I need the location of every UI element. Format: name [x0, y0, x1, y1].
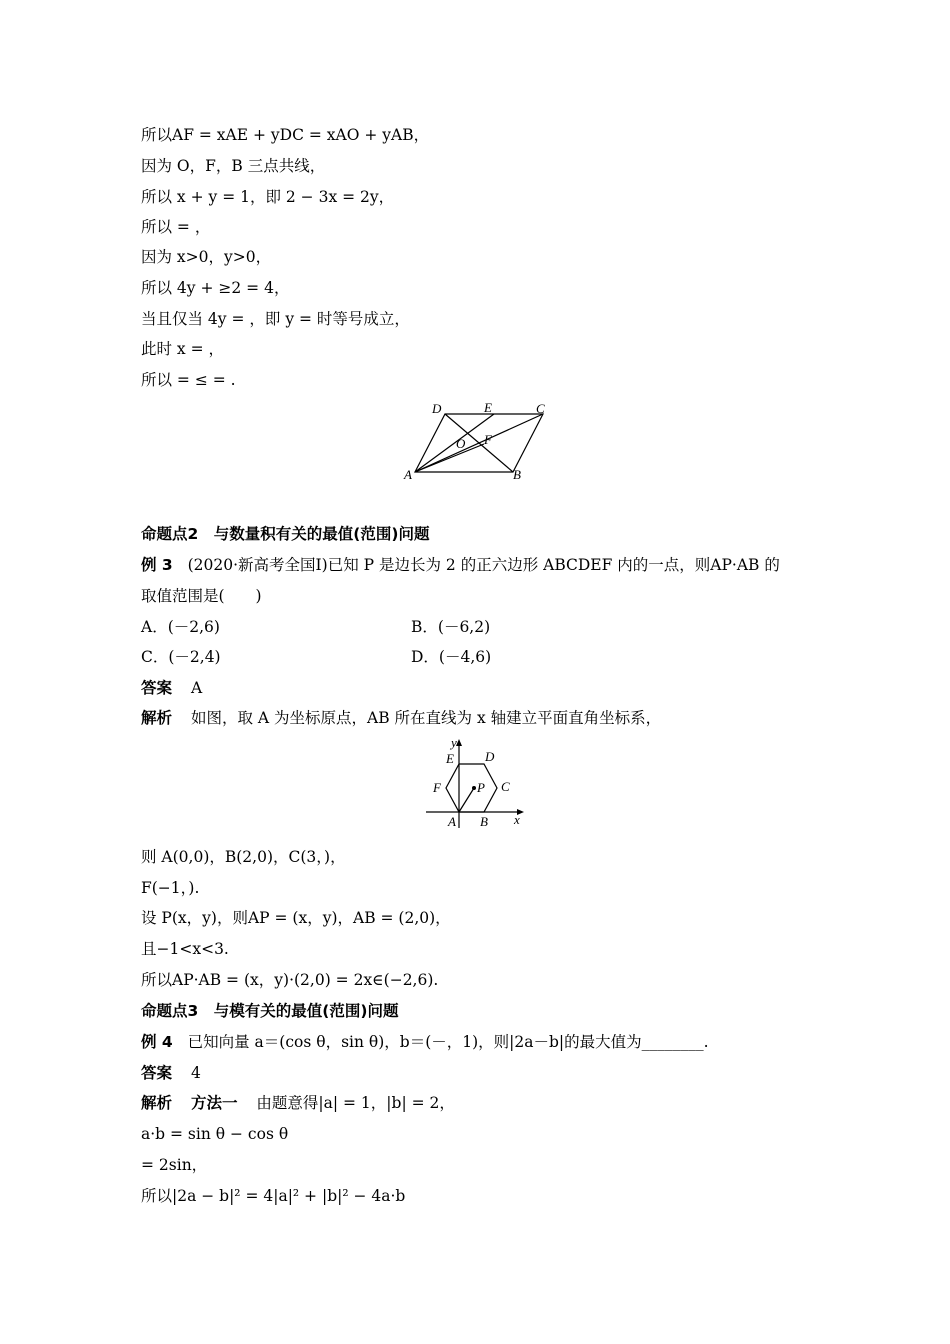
example-label: 例 4	[141, 1033, 173, 1051]
method-label: 方法一	[190, 1094, 238, 1112]
label-b: B	[480, 814, 488, 829]
text-line: 所以 4y + ≥2 = 4，	[141, 279, 290, 297]
hexagon-figure	[424, 736, 528, 830]
section-heading: 命题点2 与数量积有关的最值(范围)问题	[141, 525, 430, 543]
text-line: 所以AP·AB = (x，y)·(2,0) = 2x∈(−2,6).	[141, 971, 439, 989]
section-heading: 命题点3 与模有关的最值(范围)问题	[141, 1002, 399, 1020]
example-text: (2020·新高考全国Ⅰ)已知 P 是边长为 2 的正六边形 ABCDEF 内的一点，则AP·AB 的	[187, 556, 780, 574]
text-line: 所以|2a − b|² = 4|a|² + |b|² − 4a·b	[141, 1187, 406, 1205]
answer-label: 答案	[141, 679, 173, 697]
label-a: A	[404, 467, 412, 482]
label-e: E	[484, 400, 492, 415]
analysis-label: 解析	[141, 709, 173, 727]
text-line: 因为 x>0，y>0，	[141, 248, 272, 266]
label-o: O	[456, 436, 466, 451]
hexagon-outline	[446, 764, 497, 812]
text-line: 且−1<x<3.	[141, 940, 229, 958]
text-line: 所以 = ≤ = .	[141, 371, 236, 389]
example-3-line	[141, 555, 780, 575]
label-c: C	[536, 401, 545, 416]
option-b: B．(－6,2)	[411, 618, 491, 636]
analysis-text: 由题意得|a| = 1，|b| = 2，	[256, 1094, 455, 1112]
text-line: 设 P(x，y)，则AP = (x，y)，AB = (2,0)，	[141, 909, 451, 927]
text-line: 因为 O，F，B 三点共线，	[141, 157, 326, 175]
analysis-label: 解析	[141, 1094, 173, 1112]
example-4-line	[141, 1032, 709, 1052]
analysis-line	[141, 708, 661, 728]
analysis-line	[141, 1093, 455, 1113]
text-line: = 2sin，	[141, 1156, 208, 1174]
option-a: A．(－2,6)	[141, 618, 220, 636]
text-line: F(−1，).	[141, 879, 200, 897]
text-line: a·b = sin θ − cos θ	[141, 1125, 289, 1143]
option-c: C．(－2,4)	[141, 648, 221, 666]
diagonal-ac	[415, 414, 543, 472]
analysis-text: 如图，取 A 为坐标原点，AB 所在直线为 x 轴建立平面直角坐标系，	[190, 709, 662, 727]
answer-line	[141, 678, 202, 698]
option-d: D．(－4,6)	[411, 648, 492, 666]
text-line: 则 A(0,0)，B(2,0)，C(3，)，	[141, 848, 346, 866]
point-p	[472, 786, 476, 790]
example-text: 已知向量 a＝(cos θ，sin θ)，b＝(－，1)，则|2a－b|的最大值为________.	[187, 1033, 709, 1051]
text-line: 当且仅当 4y = ，即 y = 时等号成立，	[141, 310, 410, 328]
text-line: 此时 x = ，	[141, 340, 225, 358]
text-line: 所以 = ，	[141, 218, 211, 236]
example-label: 例 3	[141, 556, 173, 574]
label-x: x	[514, 812, 520, 827]
label-b: B	[513, 467, 521, 482]
segment-ap	[459, 788, 474, 812]
label-c: C	[501, 779, 510, 794]
label-d: D	[432, 401, 442, 416]
parallelogram-figure	[395, 396, 555, 486]
text-line: 取值范围是( )	[141, 587, 262, 605]
label-a: A	[448, 814, 456, 829]
text-line: 所以AF = xAE + yDC = xAO + yAB，	[141, 126, 430, 144]
label-y: y	[451, 736, 457, 750]
answer-label: 答案	[141, 1064, 173, 1082]
segment-af	[415, 444, 484, 472]
answer-value: A	[190, 679, 203, 697]
label-p: P	[477, 780, 485, 795]
label-f: F	[433, 780, 441, 795]
answer-value: 4	[190, 1064, 201, 1082]
text-line: 所以 x + y = 1，即 2 − 3x = 2y，	[141, 188, 395, 206]
label-e: E	[446, 751, 454, 766]
label-f: F	[484, 432, 492, 447]
label-d: D	[485, 749, 495, 764]
answer-line	[141, 1063, 201, 1083]
